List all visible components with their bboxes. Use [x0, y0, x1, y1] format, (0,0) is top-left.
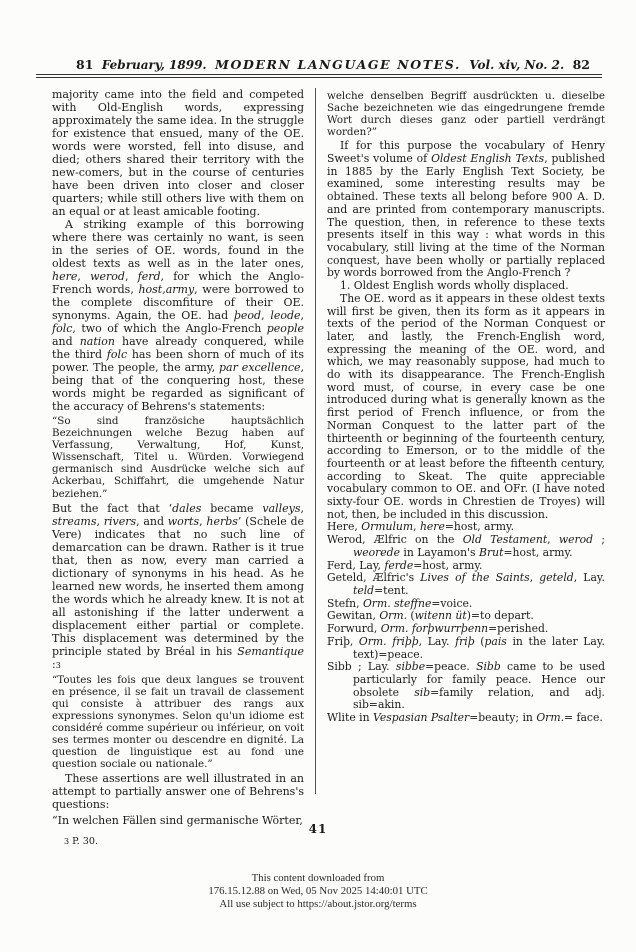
page-header — [76, 57, 590, 72]
page-number-right: 82 — [572, 57, 590, 72]
footer-line-1: This content downloaded from — [251, 872, 385, 884]
word-entry: Gewitan, Orm. (witenn üt)=to depart. — [327, 609, 534, 623]
column-divider — [315, 88, 316, 794]
block-quote: “So sind französiche hauptsächlich Bezeichnungen welche Bezug haben auf Verfassung, Verwaltung, Hof, Kunst, Wissenschaft, Titel u. Würden. Vorwiegend germanisch sind Ausdrücke welche sich auf Ackerbau, Schiffahrt, die umgehende Natur beziehen.” — [52, 415, 304, 500]
footer-line-2: 176.15.12.88 on Wed, 05 Nov 2025 14:40:01 UTC — [208, 885, 428, 898]
paragraph: 1. Oldest English words wholly displaced. — [340, 279, 569, 293]
volume-info: Vol. xiv, No. 2. — [469, 58, 565, 72]
page-number-left: 81 — [76, 57, 94, 72]
paragraph: A striking example of this borrowing where there was certainly no want, is seen in the series of OE. words, found in the oldest texts as well as in the later ones, here, werod, ferd, for which the Anglo-French words, host,army, were borrowed to the complete discomfiture of their OE. synonyms. Again, the OE. had þeod, leode, folc, two of which the Anglo-French people and nation have already conquered, while the third folc has been shorn of much of its power. The people, the army, par excellence, being that of the conquering host, these words might be regarded as significant of the accuracy of Behrens's statements: — [52, 218, 305, 413]
block-quote: “Toutes les fois que deux langues se trouvent en présence, il se fait un travail de classement qui consiste à attribuer des rangs aux expressions synonymes. Selon qu'un idiome est considéré comme supérieur ou inférieur, on voit ses termes monter ou descendre en dignité. La question de linguistique est au fond une question sociale ou nationale.” — [52, 673, 304, 771]
journal-title: MODERN LANGUAGE NOTES. — [215, 57, 461, 72]
block-quote: welche denselben Begriff ausdrückten u. dieselbe Sache bezeichneten wie das eingedrungene fremde Wort durch dieses ganz oder partiell verdrängt worden?” — [327, 90, 605, 139]
word-entry: Wlite in Vespasian Psalter=beauty; in Orm.= face. — [327, 711, 603, 725]
left-column — [52, 88, 304, 847]
word-entry: Here, Ormulum, here=host, army. — [327, 520, 515, 534]
footer-line-3: All use subject to https://about.jstor.org/terms — [219, 898, 417, 911]
word-entry: Geteld, Ælfric's Lives of the Saints, geteld, Lay. teld=tent. — [327, 571, 605, 597]
jstor-footer — [0, 872, 636, 912]
word-entry: Forwurd, Orm. forþwurrþenn=perished. — [327, 622, 549, 636]
paragraph: majority came into the field and competed with Old-English words, expressing approximately the same idea. In the struggle for existence that ensued, many of the OE. words were worsted, fell into disuse, and died; others shared their territory with the new-comers, but in the course of centuries have been driven into closer and closer quarters; while still others live with them on an equal or at least amicable footing. — [52, 88, 304, 218]
word-entry: Ferd, Lay, ferde=host, army. — [327, 558, 483, 572]
paragraph: If for this purpose the vocabulary of Henry Sweet's volume of Oldest English Texts, published in 1885 by the Early English Text Society, be examined, some interesting results may be obtained. These texts all belong before 900 A. D. and are printed from contemporary manuscripts. The question, then, in reference to these texts presents itself in this way : what words in this vocabulary, still living at the time of the Norman conquest, have been wholly or partially replaced by words borrowed from the Anglo-French ? — [327, 139, 606, 280]
paragraph: These assertions are well illustrated in an attempt to partially answer one of Behrens's questions: — [52, 772, 304, 812]
signature-number: 41 — [308, 822, 328, 836]
paragraph: “In welchen Fällen sind germanische Wörter, — [52, 814, 303, 828]
paragraph: The OE. word as it appears in these oldest texts will first be given, then its form as it appears in texts of the period of the Norman Conquest or later, and lastly, the French-English word, expressing the meaning of the OE. word, and which, we may reasonably suppose, had much to do with its disappearance. The French-English word must, of course, in every case be one introduced during what is generally known as the first period of French influence, or from the Norman Conquest to the latter part of the thirteenth or beginning of the fourteenth century, according to Emerson, or to the middle of the fourteenth or at least before the fifteenth century, according to Skeat. The quite appreciable vocabulary common to OE. and OFr. (I have noted sixty-four OE. words in Chrestien de Troyes) will not, then, be included in this discussion. — [327, 291, 605, 521]
right-column — [327, 88, 605, 847]
footnote: 3 P. 30. — [64, 836, 99, 848]
word-entry: Stefn, Orm. steffne=voice. — [327, 596, 473, 610]
text-columns — [52, 88, 606, 847]
word-entry: Friþ, Orm. friþþ, Lay. friþ (pais in the later Lay. text)=peace. — [327, 634, 605, 661]
paragraph: But the fact that ‘dales became valleys, streams, rivers, and worts, herbs’ (Schele de Vere) indicates that no such line of demarcation can be drawn. Rather is it true that, then as now, every man carried a dictionary of synonyms in his head. As he learned new words, he inserted them among the words which he already knew. It is not at all astonishing if the latter underwent a displacement either partial or complete. This displacement was determined by the principle stated by Bréal in his Semantique :3 — [52, 501, 305, 671]
header-rule — [36, 74, 602, 78]
word-entry: Werod, Ælfric on the Old Testament, werod ; weorede in Layamon's Brut=host, army. — [327, 533, 605, 559]
issue-date: February, 1899. — [101, 58, 207, 72]
word-entry: Sibb ; Lay. sibbe=peace. Sibb came to be used particularly for family peace. Hence our obsolete sib=family relation, and adj. sib=akin. — [327, 660, 605, 712]
